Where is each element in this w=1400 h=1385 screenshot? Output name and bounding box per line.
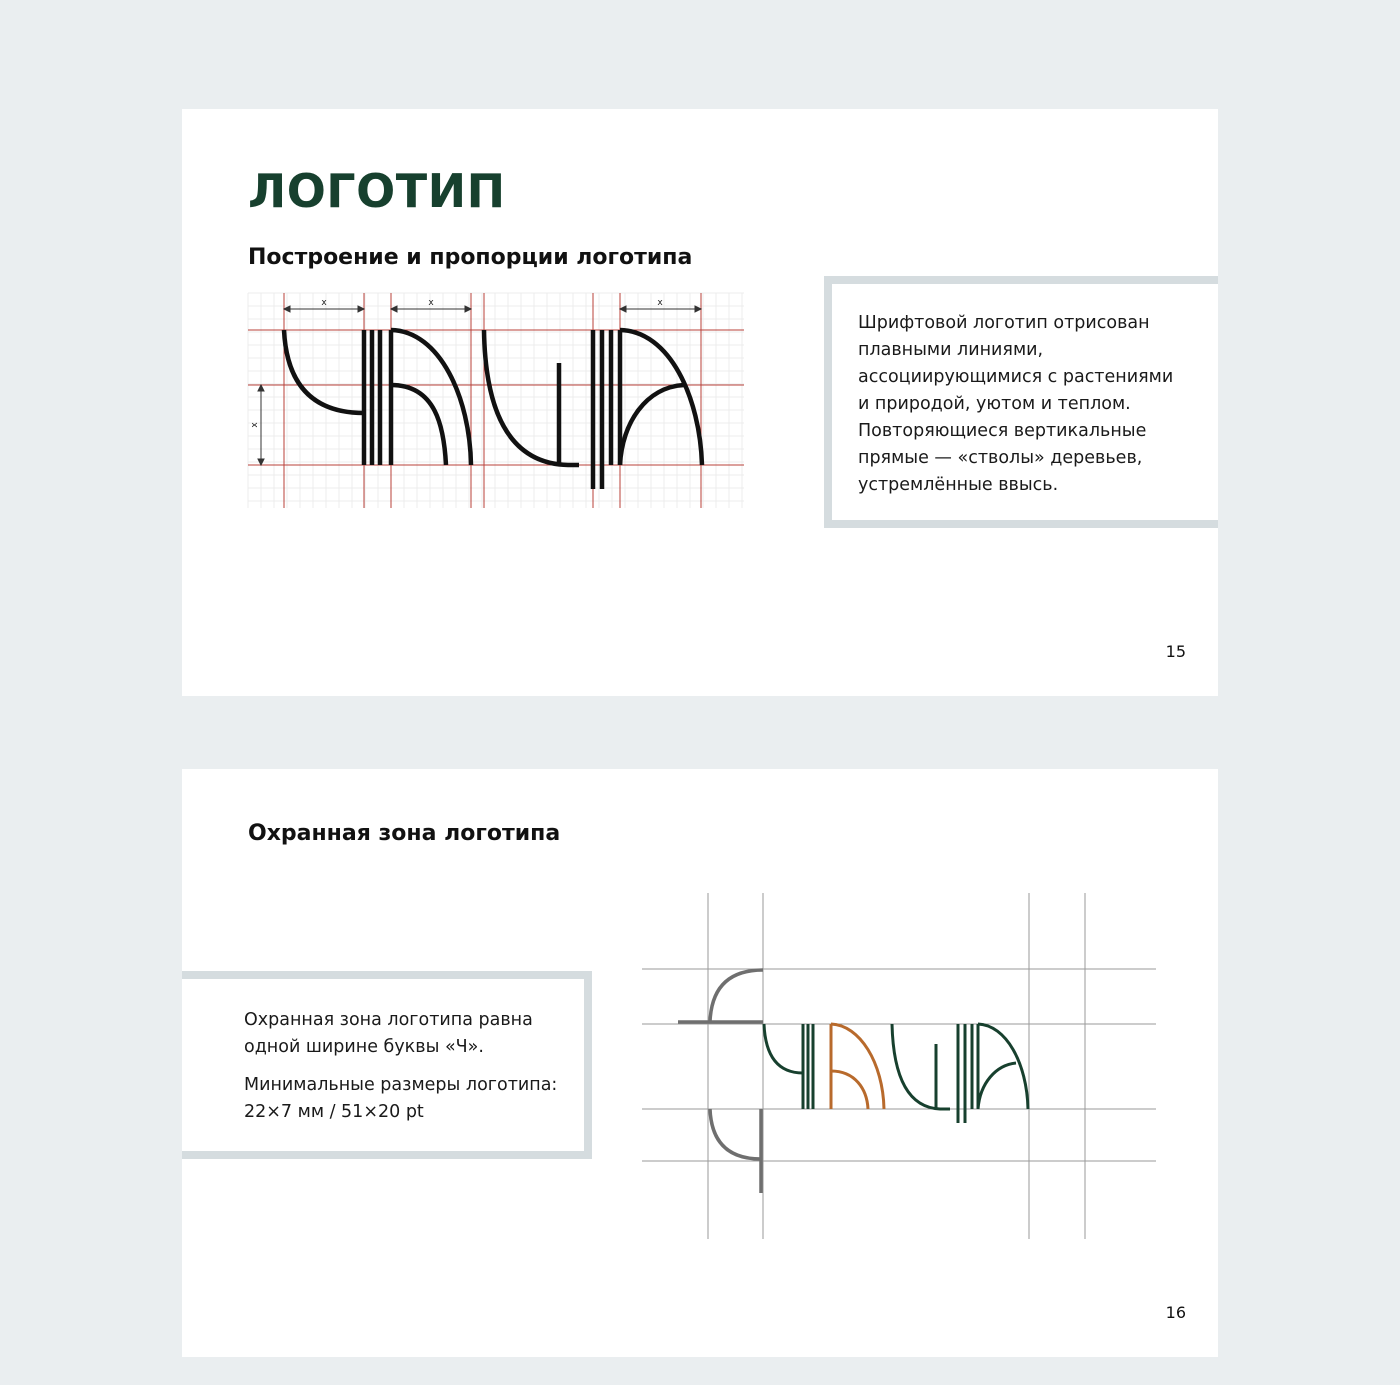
dimension-label: x	[428, 298, 434, 308]
description-line: ассоциирующимися с растениями	[858, 367, 1174, 387]
logo-construction-grid	[248, 293, 744, 619]
description-box	[824, 276, 1218, 528]
info-line: 22×7 мм / 51×20 pt	[244, 1102, 424, 1122]
dimension-label: x	[321, 298, 327, 308]
info-line: Минимальные размеры логотипа:	[244, 1075, 558, 1095]
description-line: прямые — «стволы» деревьев,	[858, 448, 1143, 468]
dimension-label: x	[250, 422, 260, 428]
logo-wordmark-color	[764, 1024, 1028, 1123]
description-line: плавными линиями,	[858, 340, 1044, 360]
guard-zone-info-box	[182, 971, 592, 1159]
guard-letter-markers	[678, 970, 763, 1193]
guide-lines	[248, 293, 744, 508]
description-line: Шрифтовой логотип отрисован	[858, 313, 1150, 333]
page-number: 16	[1165, 1303, 1186, 1322]
section-subtitle: Построение и пропорции логотипа	[248, 245, 693, 270]
info-line: Охранная зона логотипа равна	[244, 1010, 533, 1030]
info-line: одной ширине буквы «Ч».	[244, 1037, 484, 1057]
description-line: Повторяющиеся вертикальные	[858, 421, 1147, 441]
slide-logo-construction	[182, 109, 1218, 696]
fine-grid	[248, 293, 744, 508]
guard-grid	[642, 893, 1156, 1239]
slide-logo-guard-zone	[182, 769, 1218, 1357]
page-title: ЛОГОТИП	[248, 164, 506, 218]
dimension-label: x	[657, 298, 663, 308]
description-line: устремлённые ввысь.	[858, 475, 1059, 495]
page-number: 15	[1165, 642, 1186, 661]
section-subtitle: Охранная зона логотипа	[248, 821, 561, 846]
guard-zone-diagram	[640, 893, 1156, 1239]
description-line: и природой, уютом и теплом.	[858, 394, 1131, 414]
